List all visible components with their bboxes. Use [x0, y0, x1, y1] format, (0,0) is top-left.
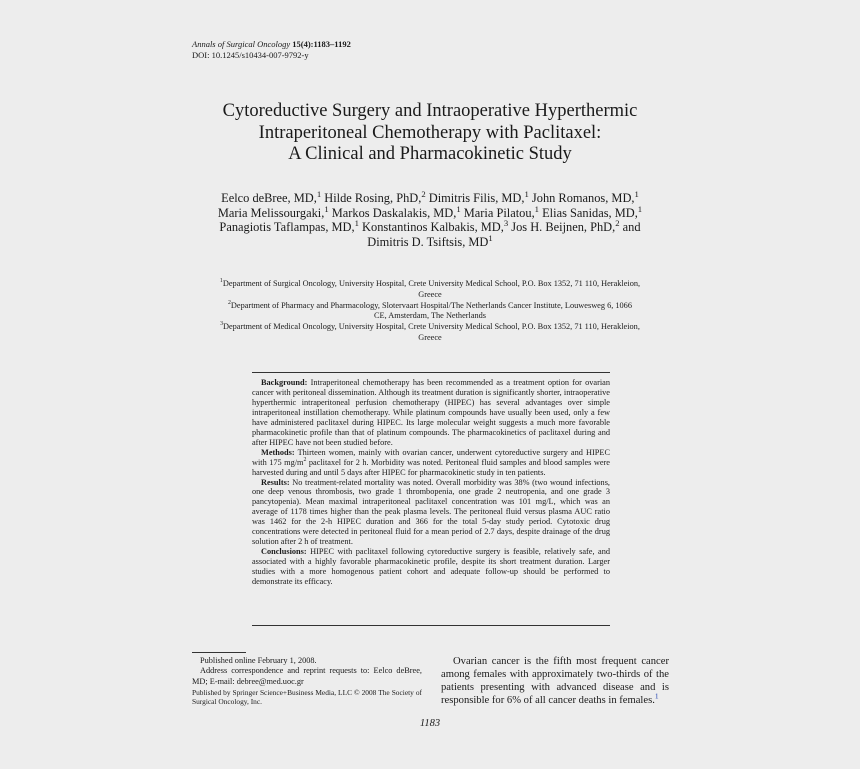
- author-name: Markos Daskalakis, MD,: [331, 205, 457, 220]
- title-line: Cytoreductive Surgery and Intraoperative Hyperthermic: [222, 101, 638, 121]
- abstract-conclusions: Conclusions: HIPEC with paclitaxel following cytoreductive surgery is feasible, relatively safe, and associated with a highly favorable pharmacokinetic profile, despite its short treatment duration. Larger studies with a more homogenous patient cohort and adequate follow-up should be performed to demonstrate its efficacy.: [252, 547, 610, 587]
- author-name: Eelco deBree, MD,: [221, 191, 317, 205]
- published-date: Published online February 1, 2008.: [200, 656, 317, 665]
- affiliation-marker: 1: [324, 203, 329, 214]
- affiliation-2: $^2$Department of Pharmacy and Pharmacology, Slotervaart Hospital/The Netherlands Cancer Institute, Louwesweg 6, 1066 CE, Amsterdam, The Netherlands: [228, 299, 632, 321]
- author-name: Konstantinos Kalbakis, MD,: [362, 220, 504, 235]
- affiliation-marker: 1: [534, 203, 539, 214]
- author-name: Elias Sanidas, MD,: [542, 205, 638, 220]
- affiliation-marker: 2: [421, 188, 426, 199]
- journal-volume: 15(4):1183–1192: [292, 39, 351, 49]
- affiliation-marker: 3: [503, 218, 509, 229]
- abstract-top-rule: [252, 372, 610, 373]
- affiliation-marker: 1: [634, 188, 639, 199]
- abstract-results: Results: No treatment-related mortality was noted. Overall morbidity was 38% (two wound infections, one deep venous thrombosis, two grade 1 thrombopenia, one grade 2 neutropenia, and one grade 3 pancytopenia). Mean maximal intraperitoneal paclitaxel concentration was 101 mg/L, which was an average of 1178 times higher than the peak plasma levels. The peritoneal fluid versus plasma AUC ratio was 1462 for the 2-h HIPEC duration and 366 for the total 5-day study period. Cytotoxic drug concentrations were detected in peritoneal fluid for a mean period of 2.7 days, despite drainage of the drug solution after 2 h of treatment.: [252, 477, 610, 547]
- author-name: Panagiotis Taflampas, MD,: [219, 220, 355, 235]
- author-name: Maria Melissourgaki,: [217, 205, 325, 220]
- journal-name: Annals of Surgical Oncology: [192, 39, 291, 49]
- paper-title: [150, 101, 710, 166]
- affiliation-marker: 1: [488, 232, 493, 243]
- abstract-bottom-rule: [252, 625, 610, 626]
- journal-header: [192, 39, 351, 61]
- affiliation-marker: 1: [316, 188, 322, 199]
- author-list: [170, 188, 690, 249]
- page-number: 1183: [419, 718, 441, 729]
- correspondence-address: Address correspondence and reprint requests to: Eelco deBree, MD; E-mail: debree@med.uoc.gr: [192, 666, 422, 686]
- reference-link[interactable]: 1: [654, 691, 659, 701]
- affiliation-3: $^3$Department of Medical Oncology, University Hospital, Crete University Medical School, P.O. Box 1352, 71 110, Herakleion, Greece: [220, 321, 640, 342]
- footnote-rule: [192, 652, 246, 653]
- abstract-background: Background: Intraperitoneal chemotherapy has been recommended as a treatment option for ovarian cancer with peritoneal dissemination. Although its treatment duration is significantly shorter, intraoperative hyperthermic intraperitoneal perfusion chemotherapy (HIPEC) has several advantages over simple intraperitoneal instillation chemotherapy. While platinum compounds have usually been used, only a few have administered paclitaxel during HIPEC. Its large molecular weight suggests a much more favorable pharmacokinetic profile than that of platinum compounds. The pharmacokinetics of paclitaxel during and after HIPEC have not been studied before.: [252, 378, 610, 447]
- body-text-column: [441, 655, 669, 707]
- title-line: Intraperitoneal Chemotherapy with Paclitaxel:: [258, 122, 602, 143]
- author-name: John Romanos, MD,: [531, 191, 635, 205]
- author-name: Hilde Rosing, PhD,: [324, 191, 422, 205]
- publisher-notice: Published by Springer Science+Business Media, LLC © 2008 The Society of Surgical Oncology, Inc.: [192, 687, 422, 707]
- abstract-methods: Methods: Thirteen women, mainly with ovarian cancer, underwent cytoreductive surgery and HIPEC with 175 $mg/m^2$ paclitaxel for 2 h. Morbidity was noted. Peritoneal fluid samples and blood samples were harvested during and until 5 days after HIPEC for pharmacokinetic study in ten patients.: [252, 447, 610, 477]
- affiliation-marker: 1: [637, 203, 643, 214]
- author-name: Jos H. Beijnen, PhD,: [511, 220, 616, 235]
- intro-paragraph: Ovarian cancer is the fifth most frequent cancer among females with approximately two-thirds of the patients presenting with advanced disease and is responsible for 6% of all cancer deaths in females.$^1$: [441, 656, 669, 707]
- affiliations: [195, 279, 665, 344]
- affiliation-marker: 1: [524, 188, 529, 199]
- author-name: Dimitris Filis, MD,: [428, 191, 525, 205]
- title-line: A Clinical and Pharmacokinetic Study: [288, 144, 572, 164]
- affiliation-marker: 2: [615, 218, 620, 229]
- author-conjunction: and: [622, 220, 641, 235]
- abstract: [252, 378, 610, 587]
- doi: DOI: 10.1245/s10434-007-9792-y: [192, 50, 309, 60]
- affiliation-marker: 1: [354, 218, 359, 229]
- affiliation-marker: 1: [456, 203, 461, 214]
- author-name: Dimitris D. Tsiftsis, MD: [367, 234, 489, 249]
- affiliation-1: $^1$Department of Surgical Oncology, University Hospital, Crete University Medical School, P.O. Box 1352, 71 110, Herakleion, Greece: [219, 278, 641, 299]
- footnote: [192, 656, 422, 706]
- author-name: Maria Pilatou,: [463, 205, 535, 220]
